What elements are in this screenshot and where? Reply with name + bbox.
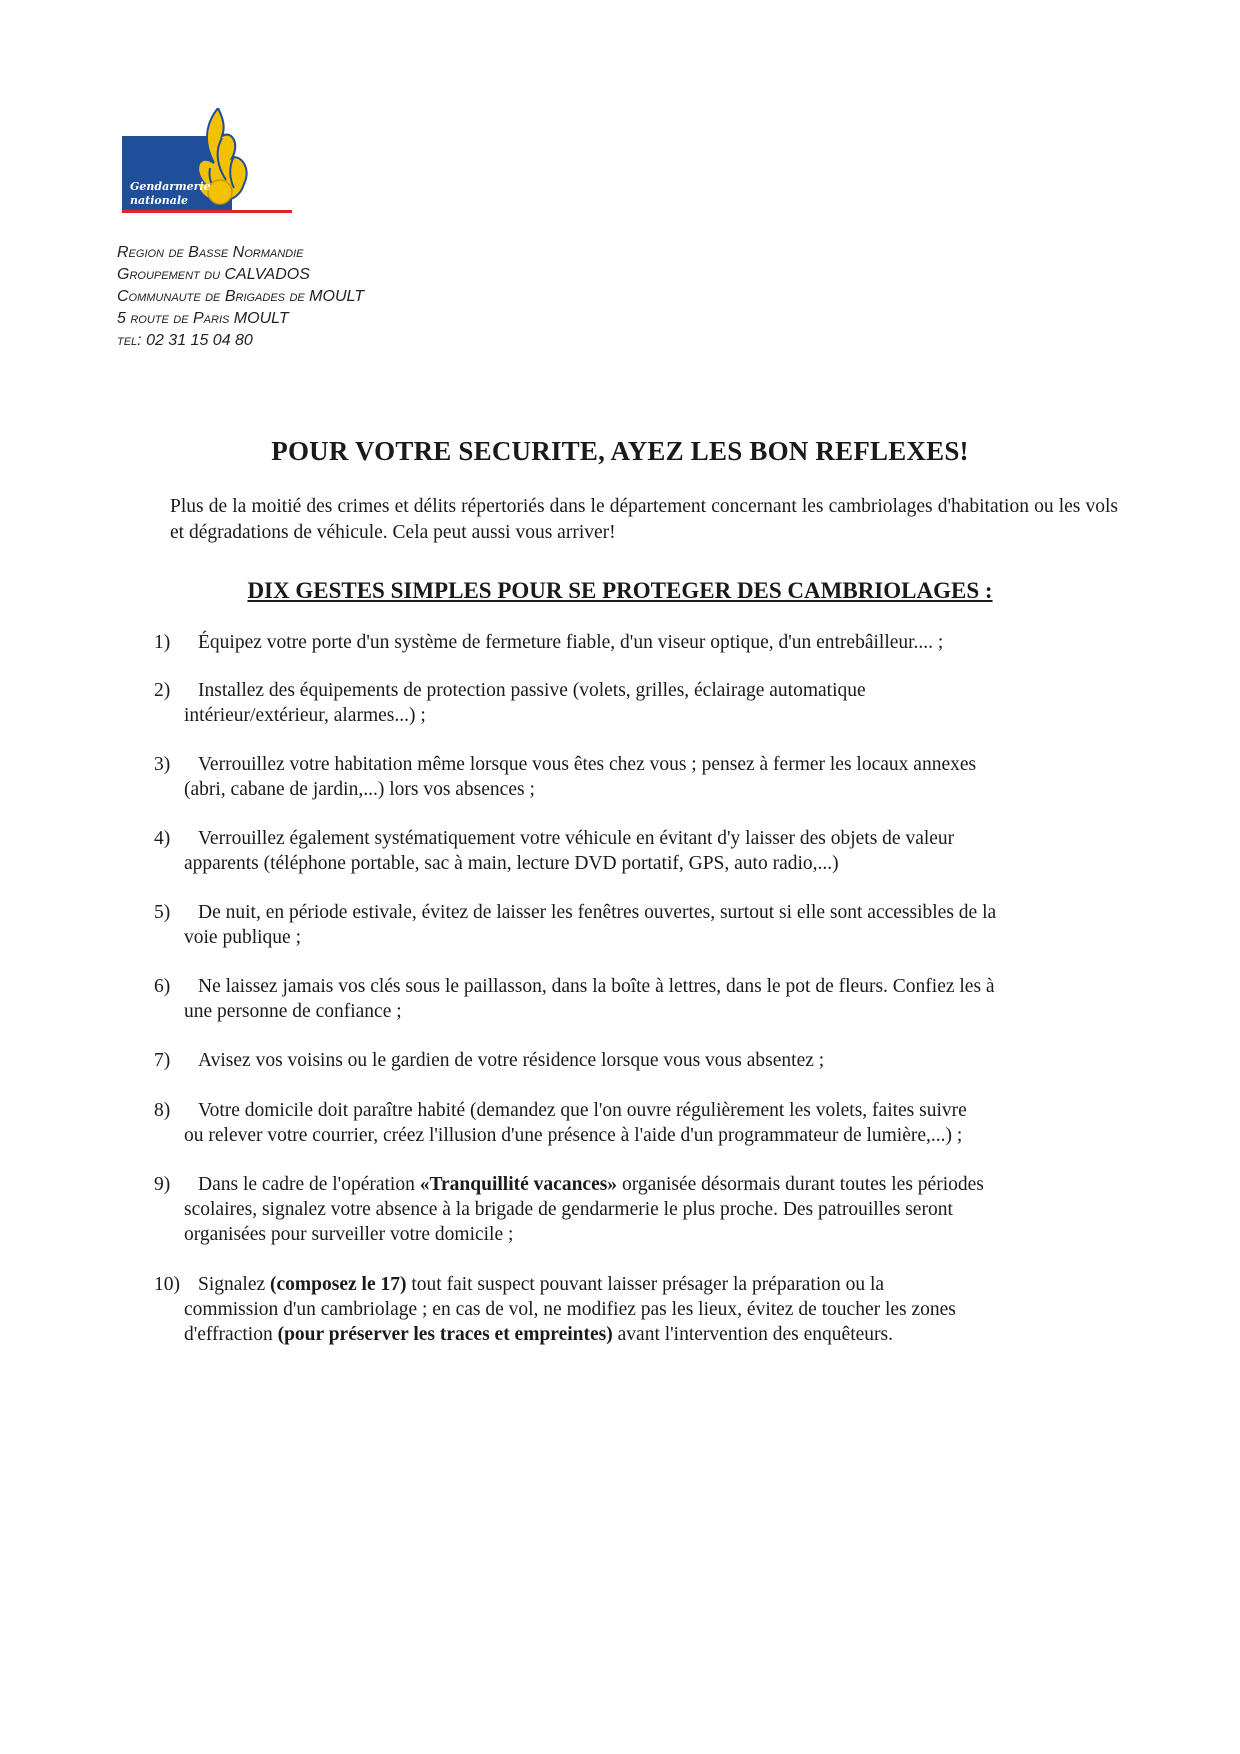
list-item — [154, 1272, 1120, 1347]
item-number: 4) — [154, 828, 171, 849]
address-line: Communaute de Brigades de MOULT — [117, 288, 364, 305]
item-text: Signalez — [198, 1274, 271, 1295]
list-item — [154, 752, 1120, 802]
item-text-continued: voie publique ; — [184, 927, 301, 948]
item-text: avant l'intervention des enquêteurs. — [612, 1324, 893, 1345]
item-text-continued: commission d'un cambriolage ; en cas de vol, ne modifiez pas les lieux, évitez de toucher les zones — [184, 1299, 956, 1320]
item-number: 8) — [154, 1100, 171, 1121]
list-item — [154, 1172, 1120, 1247]
address-line: Region de Basse Normandie — [117, 244, 304, 261]
item-text-continued — [154, 1322, 1120, 1347]
intro-paragraph: Plus de la moitié des crimes et délits répertoriés dans le département concernant les cambriolages d'habitation ou les vols et dégradations de véhicule. Cela peut aussi vous arriver! — [170, 496, 1118, 543]
item-text-continued: intérieur/extérieur, alarmes...) ; — [184, 705, 426, 726]
list-item — [154, 630, 1120, 655]
item-number: 5) — [154, 902, 171, 923]
phone-line: tel: 02 31 15 04 80 — [117, 332, 253, 349]
item-text-bold: (composez le 17) — [270, 1274, 407, 1295]
item-number: 2) — [154, 680, 171, 701]
item-text: organisée désormais durant toutes les périodes — [617, 1174, 984, 1195]
list-item — [154, 826, 1120, 876]
item-text: Votre domicile doit paraître habité (demandez que l'on ouvre régulièrement les volets, faites suivre — [198, 1100, 967, 1121]
item-text-continued: scolaires, signalez votre absence à la brigade de gendarmerie le plus proche. Des patrouilles seront — [184, 1199, 953, 1220]
section-heading: DIX GESTES SIMPLES POUR SE PROTEGER DES CAMBRIOLAGES : — [247, 578, 993, 603]
address-line: Groupement du CALVADOS — [117, 266, 310, 283]
item-text-bold: «Tranquillité vacances» — [419, 1174, 618, 1195]
list-item — [154, 974, 1120, 1024]
logo-line2: nationale — [130, 194, 189, 207]
list-item — [154, 1048, 1120, 1073]
page-title: POUR VOTRE SECURITE, AYEZ LES BON REFLEXES! — [271, 436, 969, 466]
list-item — [154, 1098, 1120, 1148]
item-text: d'effraction — [184, 1324, 278, 1345]
item-text: De nuit, en période estivale, évitez de laisser les fenêtres ouvertes, surtout si elle sont accessibles de la — [198, 902, 997, 923]
list-item — [154, 678, 1120, 728]
item-text: tout fait suspect pouvant laisser présager la préparation ou la — [406, 1274, 885, 1295]
item-text: Dans le cadre de l'opération — [198, 1174, 420, 1195]
item-number: 3) — [154, 754, 171, 775]
item-number: 10) — [154, 1274, 180, 1295]
item-text-continued: organisées pour surveiller votre domicile ; — [184, 1224, 514, 1245]
logo-text — [130, 180, 211, 208]
item-text-continued: ou relever votre courrier, créez l'illusion d'une présence à l'aide d'un programmateur de lumière,...) ; — [184, 1125, 963, 1146]
item-number: 7) — [154, 1050, 171, 1071]
item-number: 6) — [154, 976, 171, 997]
item-text: Verrouillez votre habitation même lorsque vous êtes chez vous ; pensez à fermer les locaux annexes — [198, 754, 977, 775]
address-line: 5 route de Paris MOULT — [117, 310, 289, 327]
address-block — [117, 242, 364, 352]
item-text-bold: (pour préserver les traces et empreintes) — [277, 1324, 613, 1345]
item-text: Installez des équipements de protection passive (volets, grilles, éclairage automatique — [198, 680, 866, 701]
logo-line1: Gendarmerie — [130, 180, 211, 193]
item-text: Avisez vos voisins ou le gardien de votre résidence lorsque vous vous absentez ; — [198, 1050, 825, 1071]
item-text-continued: une personne de confiance ; — [184, 1001, 402, 1022]
list-item — [154, 900, 1120, 950]
item-text: Verrouillez également systématiquement votre véhicule en évitant d'y laisser des objets de valeur — [198, 828, 955, 849]
item-number: 9) — [154, 1174, 171, 1195]
item-text-continued: (abri, cabane de jardin,...) lors vos absences ; — [184, 779, 535, 800]
item-number: 1) — [154, 632, 171, 653]
item-text-continued: apparents (téléphone portable, sac à main, lecture DVD portatif, GPS, auto radio,...) — [184, 853, 839, 874]
gendarmerie-logo — [122, 108, 302, 218]
item-text: Ne laissez jamais vos clés sous le paillasson, dans la boîte à lettres, dans le pot de fleurs. Confiez les à — [198, 976, 995, 997]
item-text: Équipez votre porte d'un système de fermeture fiable, d'un viseur optique, d'un entrebâilleur.... ; — [198, 632, 944, 653]
